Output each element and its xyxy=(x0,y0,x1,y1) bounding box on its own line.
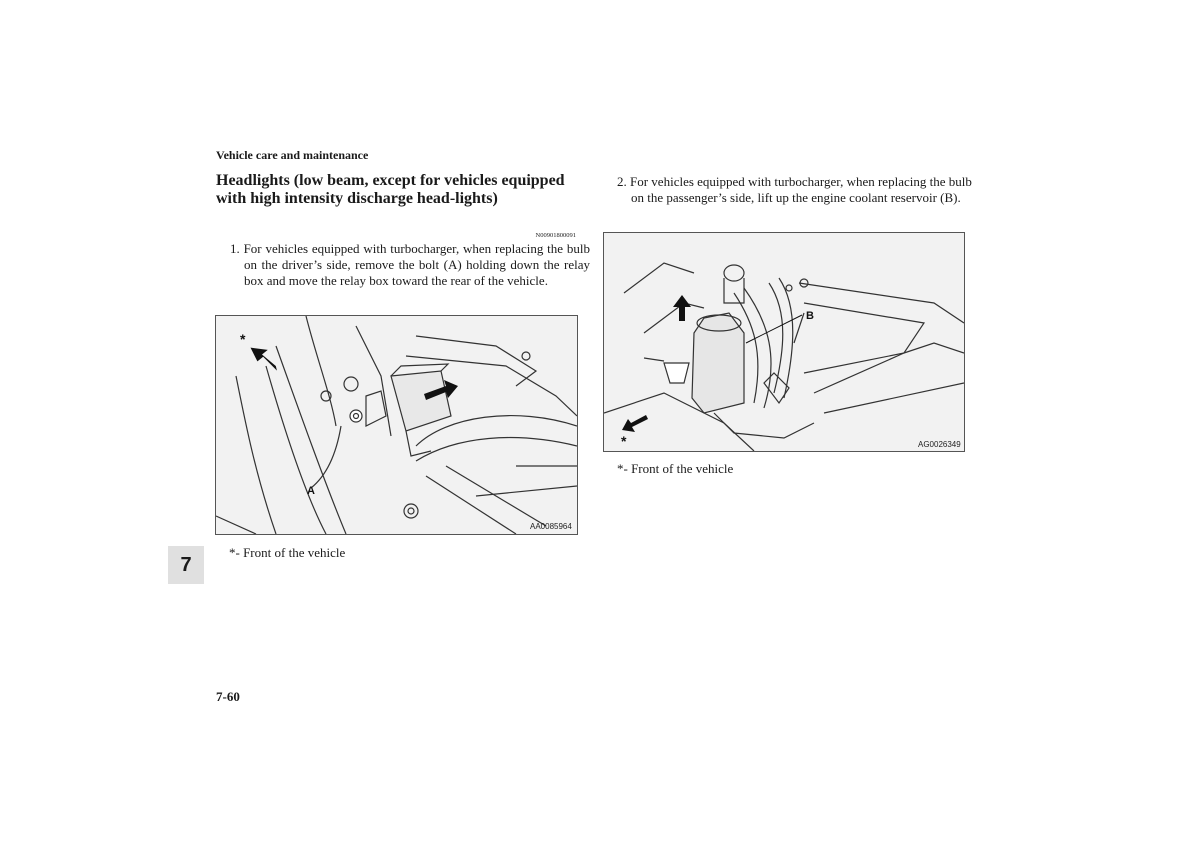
figure1-code: AA0085964 xyxy=(530,522,572,531)
step-1 xyxy=(230,241,590,289)
label-bolt-a: A xyxy=(307,485,315,497)
chapter-tab: 7 xyxy=(168,546,204,584)
page-number: 7-60 xyxy=(216,689,240,704)
page-heading: Headlights (low beam, except for vehicles equipped with high intensity discharge head-lights) xyxy=(216,172,565,207)
step-2-number: 2. xyxy=(617,174,627,189)
label-reservoir-b: B xyxy=(806,310,814,322)
figure2-code: AG0026349 xyxy=(918,440,961,449)
figure-relay-box xyxy=(215,315,578,535)
coolant-reservoir-illustration xyxy=(604,233,964,451)
figure2-star: * xyxy=(621,433,627,449)
figure-coolant-reservoir xyxy=(603,232,965,452)
document-code: N00901800091 xyxy=(535,232,576,239)
step-1-number: 1. xyxy=(230,241,240,256)
step-1-text: For vehicles equipped with turbocharger, when replacing the bulb on the driver’s side, remove the bolt (A) holding down the relay box and move the relay box toward the rear of the vehicle. xyxy=(243,241,590,288)
figure1-star: * xyxy=(240,331,246,347)
step-2-text: For vehicles equipped with turbocharger, when replacing the bulb on the passenger’s side, lift up the engine coolant reservoir (B). xyxy=(630,174,972,205)
section-header: Vehicle care and maintenance xyxy=(216,148,369,162)
caption-front-of-vehicle-1: *- Front of the vehicle xyxy=(229,545,346,560)
caption-front-of-vehicle-2: *- Front of the vehicle xyxy=(617,461,734,476)
relay-box-illustration xyxy=(216,316,577,534)
step-2 xyxy=(617,174,978,206)
